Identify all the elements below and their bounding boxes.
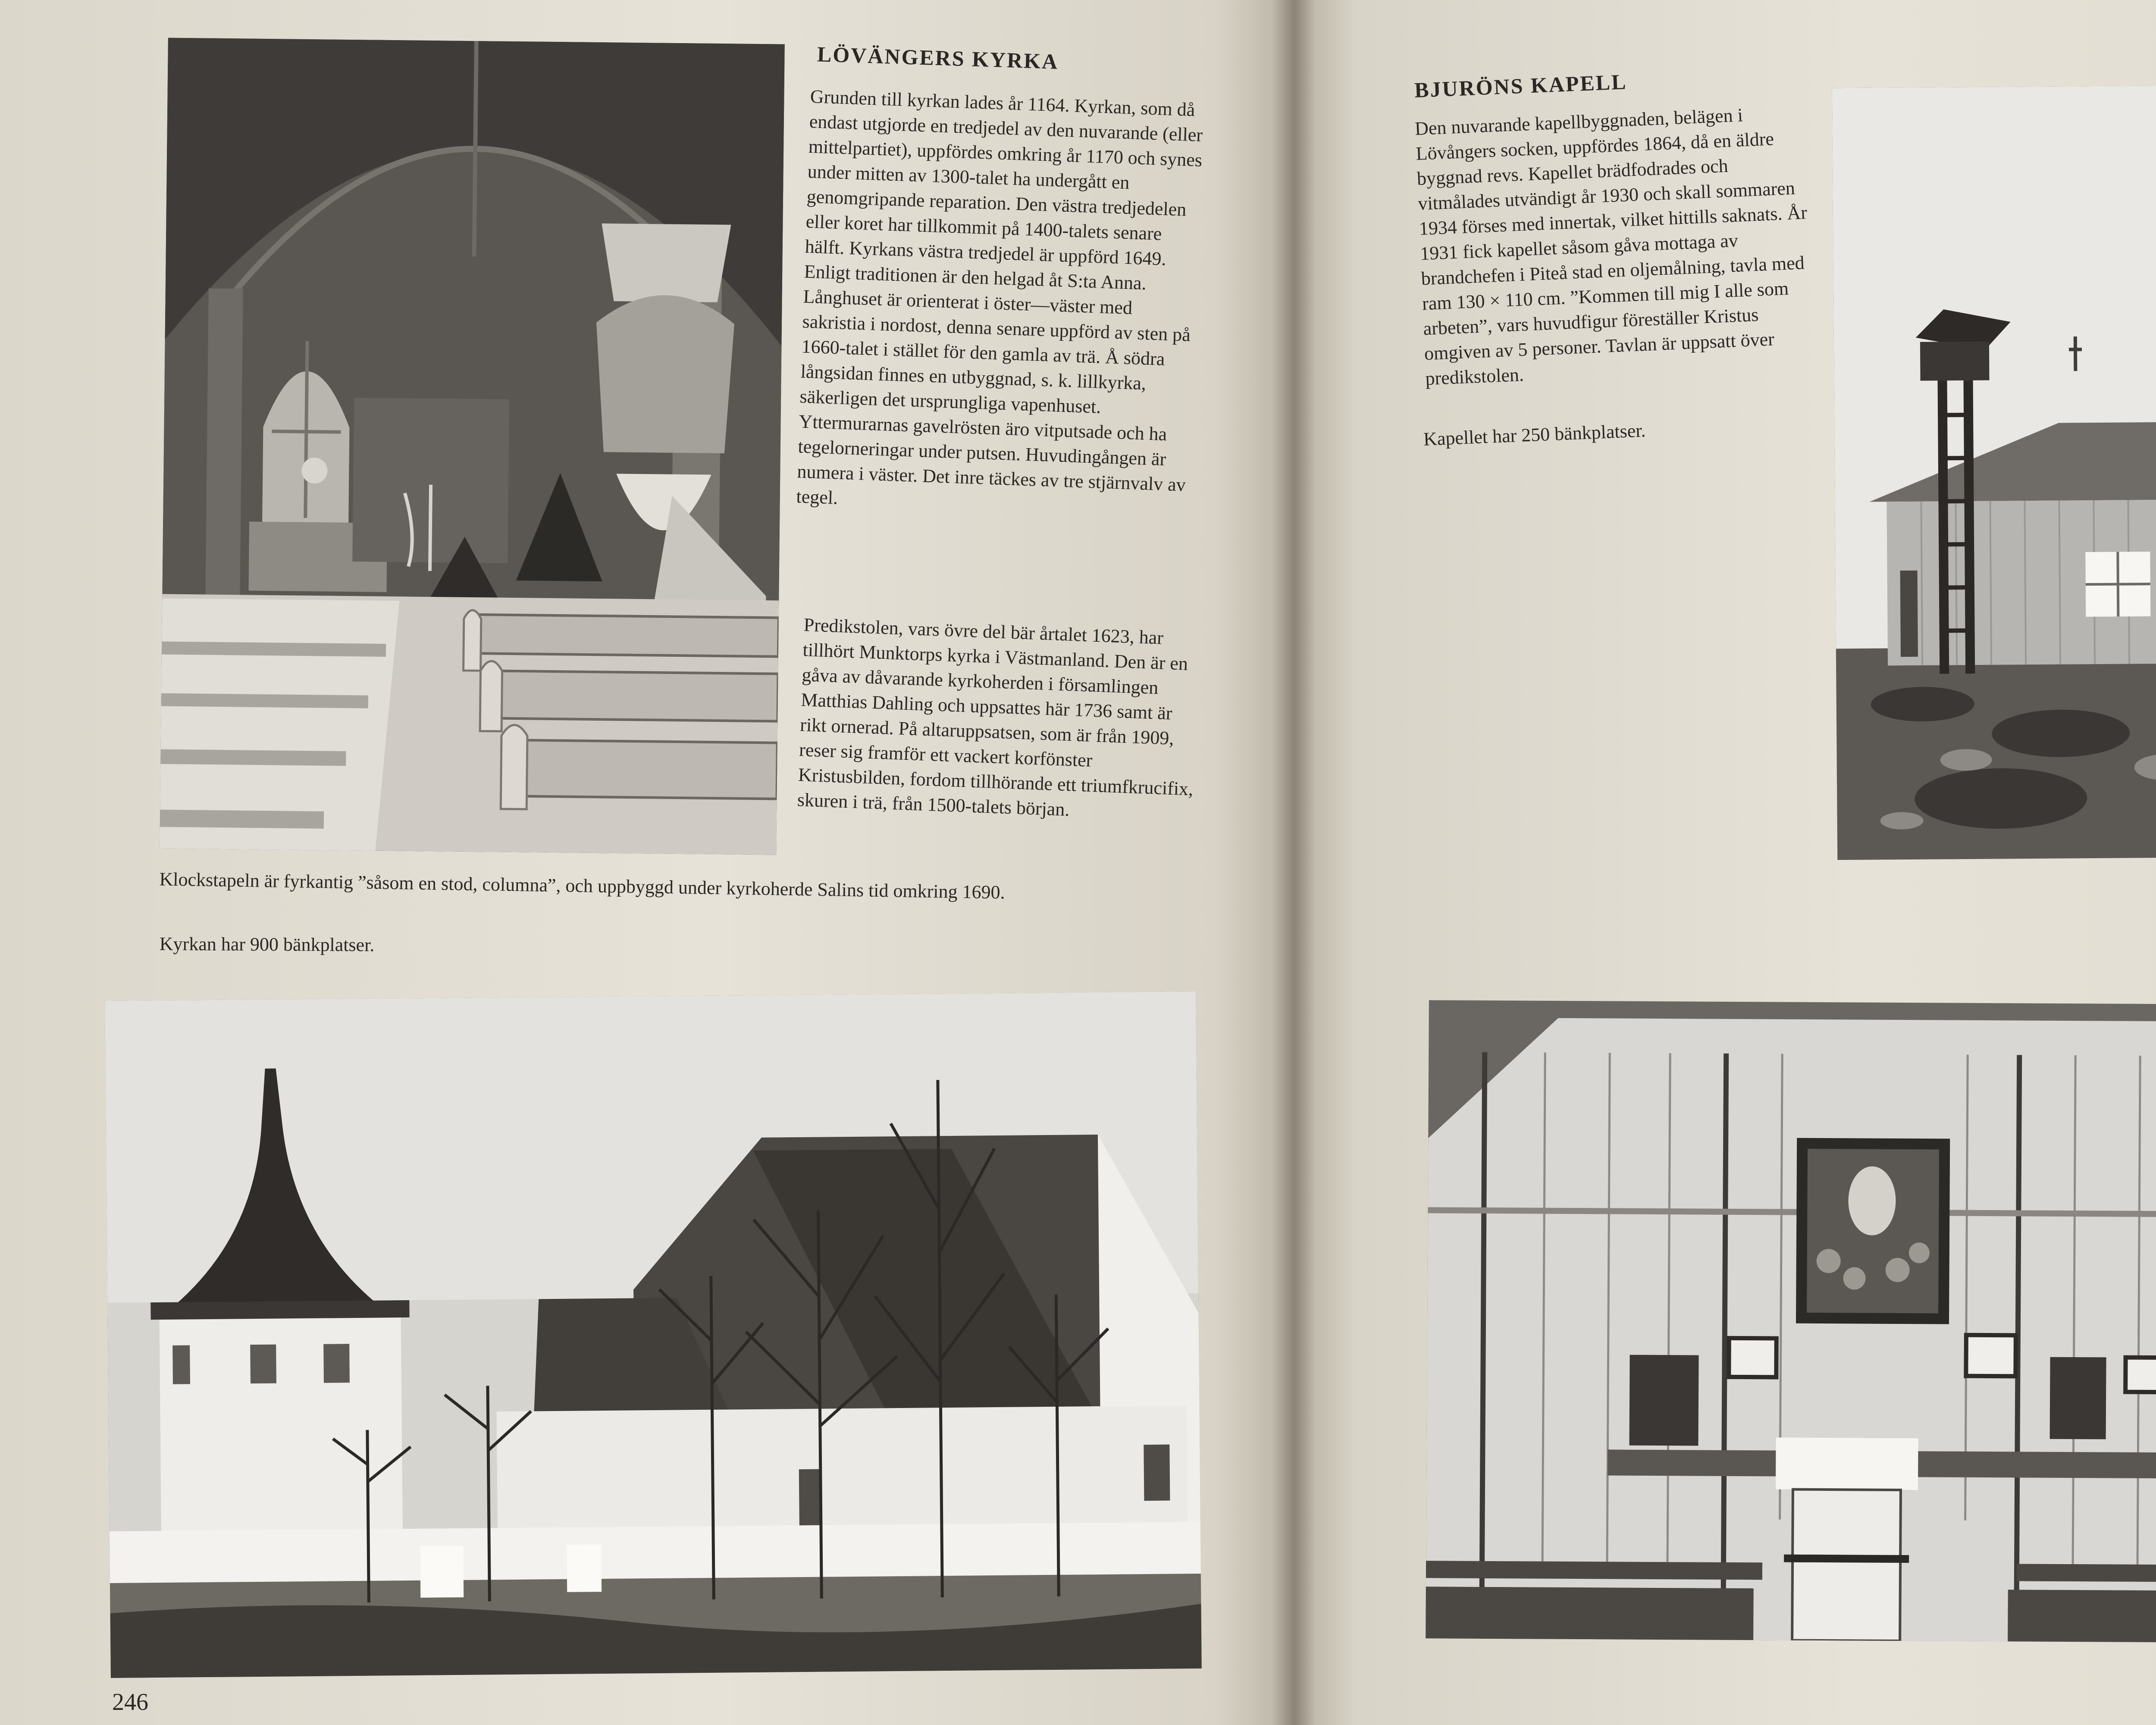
pulpit-text: Predikstolen, vars övre del bär årtalet 1623, har tillhört Munktorps kyrka i Västmanland. Den är en gåva av dåvarande kyrkoherden i församlingen Matthias Dahling och uppsattes här 1736 samt är rikt ornerad. På altaruppsatsen, som är från 1909, reser sig framför ett vackert korfönster Kristusbilden, fordom tillhörande ett triumfkrucifix, skuren i trä, från 1500-talets början. bbox=[797, 614, 1194, 820]
chapel-history-text: Den nuvarande kapellbyggnaden, belägen i Lövångers socken, uppfördes 1864, då en äldre byggnad revs. Kapellet brädfodrades och vitmålades utvändigt år 1930 och skall sommaren 1934 förses med innertak, vilket hittills saknats. År 1931 fick kapellet såsom gåva mottaga av brandchefen i Piteå stad en oljemålning, tavla med ram 130 × 110 cm. ”Kommen till mig I alle som arbeten”, vars huvudfigur föreställer Kristus omgiven av 5 personer. Tavlan är uppsatt över predikstolen. bbox=[1414, 104, 1808, 389]
left-page-heading: LÖVÄNGERS KYRKA bbox=[817, 42, 1059, 74]
church-interior-photo bbox=[160, 38, 785, 855]
book-gutter bbox=[1272, 0, 1315, 1725]
church-exterior-photo bbox=[105, 991, 1202, 1678]
right-page-heading: BJURÖNS KAPELL bbox=[1414, 69, 1628, 102]
left-page-number: 246 bbox=[112, 1689, 148, 1716]
chapel-seats-text: Kapellet har 250 bänkplatser. bbox=[1423, 420, 1646, 450]
chapel-exterior-photo bbox=[1832, 85, 2156, 860]
chapel-interior-photo bbox=[1426, 1000, 2156, 1643]
church-history-text: Grunden till kyrkan lades år 1164. Kyrkan, som då endast utgjorde en tredjedel av den nuvarande (eller mittelpartiet), uppfördes omkring år 1170 och synes under mitten av 1300-talet ha undergått en genomgripande reparation. Den västra tredjedelen eller koret har tillkommit på 1400-talets senare hälft. Kyrkans västra tredjedel är uppförd 1649. Enligt traditionen är den helgad åt S:ta Anna. Långhuset är orienterat i öster—väster med sakristia i nordost, denna senare uppförd av sten på 1660-talet i stället för den gamla av trä. Å södra långsidan finnes en utbyggnad, s. k. lillkyrka, säkerligen det ursprungliga vapenhuset. Yttermurarnas gavelrösten äro vitputsade och ha tegelorneringar under putsen. Huvudingången är numera i väster. Det inre täckes av tre stjärnvalv av tegel. bbox=[796, 85, 1203, 508]
bell-tower-text: Klockstapeln är fyrkantig ”såsom en stod, columna”, och uppbyggd under kyrkoherde Salins tid omkring 1690. bbox=[159, 868, 1005, 903]
church-seats-text: Kyrkan har 900 bänkplatser. bbox=[159, 933, 375, 956]
